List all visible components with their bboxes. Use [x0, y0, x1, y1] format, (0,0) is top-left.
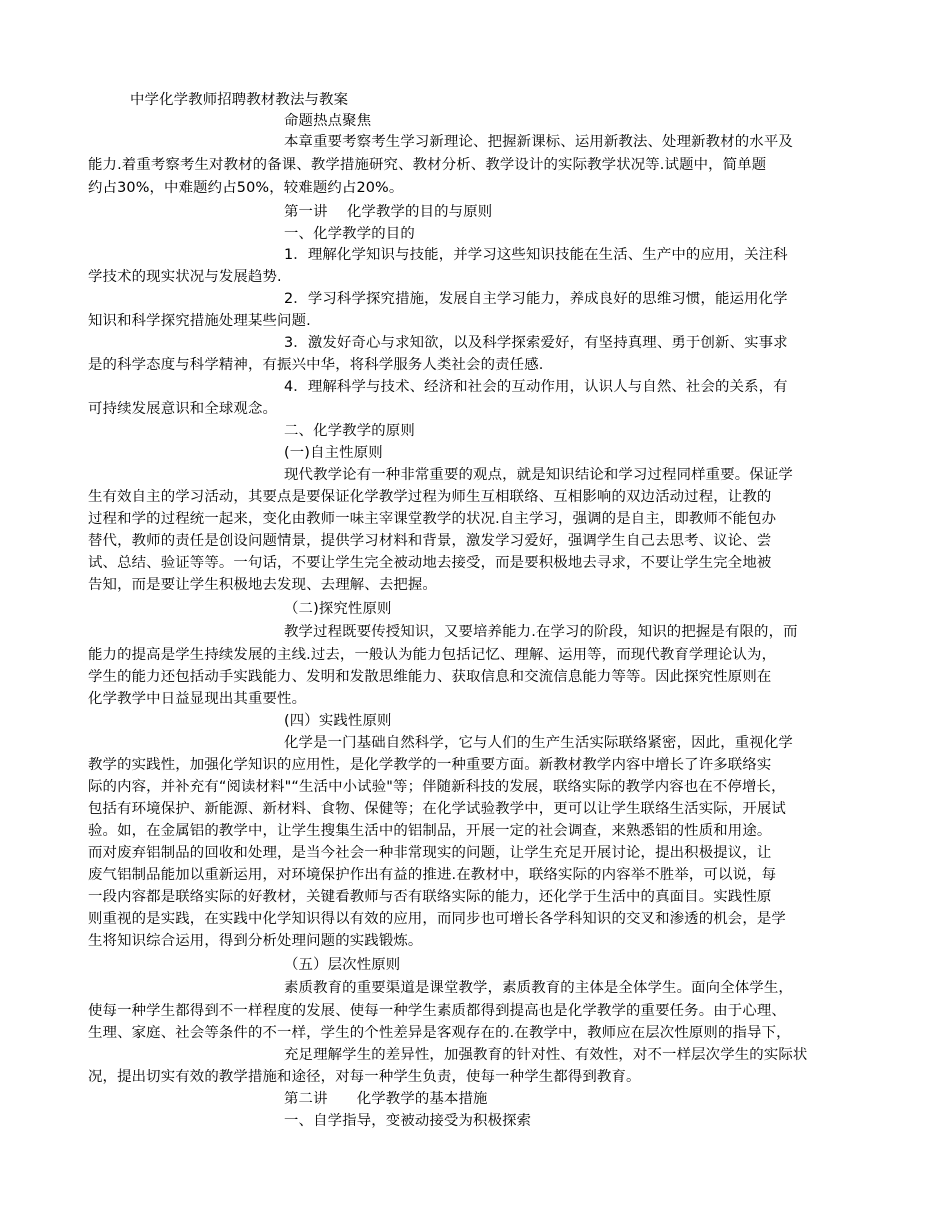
- paragraph-line: 知识和科学探究措施处理某些问题.: [88, 313, 311, 329]
- paragraph-line: 4．理解科学与技术、经济和社会的互动作用，认识人与自然、社会的关系，有: [284, 379, 788, 395]
- paragraph-line: 验。如，在金属铝的教学中，让学生搜集生活中的铝制品，开展一定的社会调查，来熟悉铝的性质和用途。: [88, 823, 772, 839]
- paragraph-line: 使每一种学生都得到不一样程度的发展、使每一种学生素质都得到提高也是化学教学的重要任务。由于心理、: [88, 1003, 786, 1019]
- paragraph-line: 际的内容，并补充有“阅读材料"“生活中小试验"等；伴随新科技的发展，联络实际的教学内容也在不停增长，: [88, 779, 786, 795]
- subsection-heading: (四）实践性原则: [284, 713, 392, 729]
- paragraph-line: 2．学习科学探究措施，发展自主学习能力，养成良好的思维习惯，能运用化学: [284, 291, 788, 307]
- paragraph-line: 充足理解学生的差异性，加强教育的针对性、有效性，对不一样层次学生的实际状: [284, 1047, 808, 1063]
- paragraph-line: 能力.着重考察考生对教材的备课、教学措施研究、教材分析、教学设计的实际教学状况等.试题中，简单题: [88, 157, 767, 173]
- section-heading: 二、化学教学的原则: [284, 423, 415, 439]
- paragraph-line: 3．激发好奇心与求知欲，以及科学探索爱好，有坚持真理、勇于创新、实事求: [284, 335, 788, 351]
- paragraph-line: 素质教育的重要渠道是课堂教学，素质教育的主体是全体学生。面向全体学生，: [284, 980, 793, 996]
- paragraph-line: 学技术的现实状况与发展趋势.: [88, 269, 282, 285]
- section-heading: 一、化学教学的目的: [284, 226, 415, 242]
- paragraph-line: 教学过程既要传授知识，又要培养能力.在学习的阶段，知识的把握是有限的，而: [284, 624, 798, 640]
- paragraph-line: 包括有环境保护、新能源、新材料、食物、保健等；在化学试验教学中，更可以让学生联络生活实际，开展试: [88, 801, 786, 817]
- subsection-heading: （五）层次性原则: [284, 957, 401, 973]
- paragraph-line: 可持续发展意识和全球观念。: [88, 401, 278, 417]
- paragraph-line: 能力的提高是学生持续发展的主线.过去，一般认为能力包括记忆、理解、运用等，而现代教育学理论认为，: [88, 647, 777, 663]
- paragraph-line: 学生的能力还包括动手实践能力、发明和发散思维能力、获取信息和交流信息能力等等。因此探究性原则在: [88, 669, 772, 685]
- paragraph-line: 教学的实践性，加强化学知识的应用性，是化学教学的一种重要方面。新教材教学内容中增长了许多联络实: [88, 757, 772, 773]
- section-heading: 命题热点聚焦: [284, 113, 372, 129]
- paragraph-line: 生将知识综合运用，得到分析处理问题的实践锻炼。: [88, 933, 423, 949]
- paragraph-line: 过程和学的过程统一起来，变化由教师一味主宰课堂教学的状况.自主学习，强调的是自主，即教师不能包办: [88, 511, 777, 527]
- lecture-heading: 第二讲 化学教学的基本措施: [284, 1091, 488, 1107]
- paragraph-line: 1．理解化学知识与技能，并学习这些知识技能在生活、生产中的应用，关注科: [284, 247, 788, 263]
- paragraph-line: 是的科学态度与科学精神，有振兴中华，将科学服务人类社会的责任感.: [88, 357, 544, 373]
- paragraph-line: 试、总结、验证等等。一句话，不要让学生完全被动地去接受，而是要积极地去寻求，不要让学生完全地被: [88, 555, 772, 571]
- paragraph-line: 约占30%，中难题约占50%，较难题约占20%。: [88, 180, 404, 196]
- subsection-heading: （二)探究性原则: [284, 601, 392, 617]
- paragraph-line: 告知，而是要让学生积极地去发现、去理解、去把握。: [88, 577, 437, 593]
- paragraph-line: 本章重要考察考生学习新理论、把握新课标、运用新教法、处理新教材的水平及: [284, 134, 793, 150]
- paragraph-line: 替代，教师的责任是创设问题情景，提供学习材料和背景，激发学习爱好，强调学生自己去思考、议论、尝: [88, 533, 772, 549]
- paragraph-line: 生理、家庭、社会等条件的不一样，学生的个性差异是客观存在的.在教学中，教师应在层次性原则的指导下，: [88, 1025, 791, 1041]
- section-heading: 一、自学指导，变被动接受为积极探索: [284, 1113, 532, 1129]
- paragraph-line: 况，提出切实有效的教学措施和途径，对每一种学生负责，使每一种学生都得到教育。: [88, 1069, 641, 1085]
- paragraph-line: 生有效自主的学习活动，其要点是要保证化学教学过程为师生互相联络、互相影响的双边活动过程，让教的: [88, 489, 772, 505]
- paragraph-line: 现代教学论有一种非常重要的观点，就是知识结论和学习过程同样重要。保证学: [284, 467, 793, 483]
- subsection-heading: (一)自主性原则: [284, 445, 383, 461]
- paragraph-line: 化学是一门基础自然科学，它与人们的生产生活实际联络紧密，因此，重视化学: [284, 735, 793, 751]
- paragraph-line: 废气铝制品能加以重新运用，对环境保护作出有益的推进.在教材中，联络实际的内容举不胜举，可以说，每: [88, 867, 777, 883]
- paragraph-line: 一段内容都是联络实际的好教材，关键看教师与否有联络实际的能力，还化学于生活中的真面目。实践性原: [88, 889, 772, 905]
- lecture-heading: 第一讲 化学教学的目的与原则: [284, 204, 493, 220]
- paragraph-line: 而对废弃铝制品的回收和处理，是当今社会一种非常现实的问题，让学生充足开展讨论，提出积极提议，让: [88, 845, 772, 861]
- paragraph-line: 化学教学中日益显现出其重要性。: [88, 691, 307, 707]
- paragraph-line: 则重视的是实践，在实践中化学知识得以有效的应用，而同步也可增长各学科知识的交叉和渗透的机会，是学: [88, 911, 786, 927]
- document-title: 中学化学教师招聘教材教法与教案: [130, 92, 349, 108]
